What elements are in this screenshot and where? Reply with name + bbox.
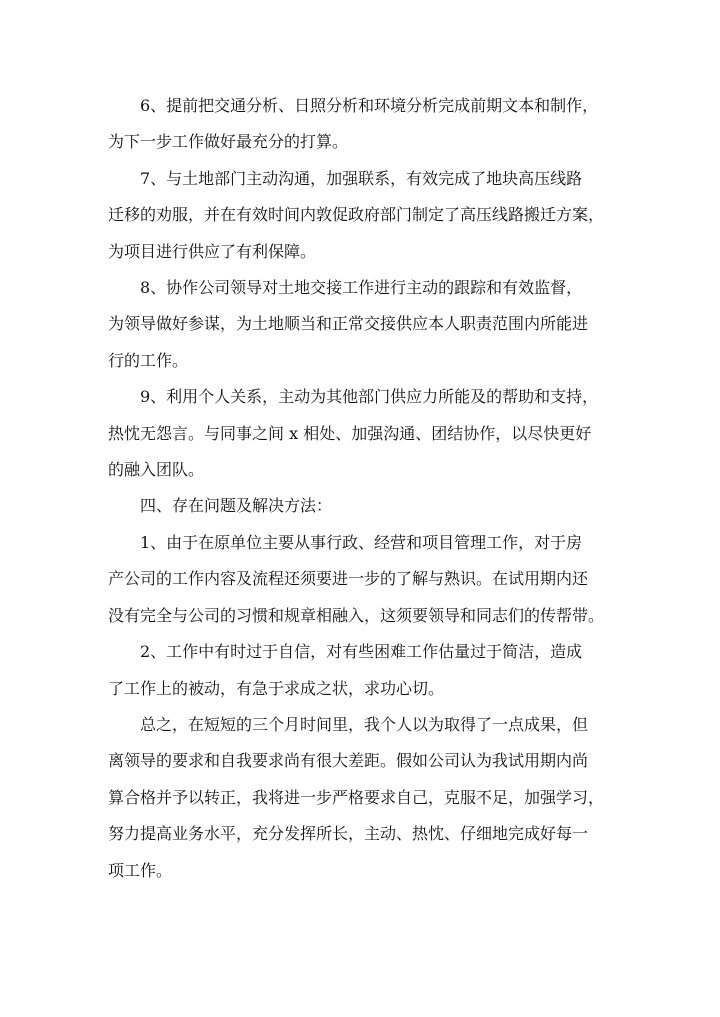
- text-line: 2、工作中有时过于自信，对有些困难工作估量过于简洁，造成: [140, 642, 583, 662]
- text-line: 6、提前把交通分析、日照分析和环境分析完成前期文本和制作，: [140, 96, 599, 115]
- text-line: 热忱无怨言。与同事之间 x 相处、加强沟通、团结协作，以尽快更好: [108, 423, 592, 443]
- paragraph-summary: [108, 707, 616, 889]
- text-line: 为领导做好参谋，为土地顺当和正常交接供应本人职责范围内所能进: [108, 314, 589, 334]
- text-line: 9、利用个人关系，主动为其他部门供应力所能及的帮助和支持，: [140, 387, 599, 407]
- text-line: 为项目进行供应了有利保障。: [108, 241, 317, 261]
- text-line: 的融入团队。: [108, 460, 205, 480]
- text-line: 努力提高业务水平，充分发挥所长，主动、热忱、仔细地完成好每一: [108, 824, 589, 844]
- paragraph-q2: [108, 634, 616, 707]
- paragraph-p7: [108, 161, 616, 270]
- text-line: 了工作上的被动，有急于求成之状，求功心切。: [108, 678, 445, 698]
- text-line: 离领导的要求和自我要求尚有很大差距。假如公司认为我试用期内尚: [108, 751, 589, 771]
- paragraph-p6: [108, 88, 616, 161]
- text-line: 1、由于在原单位主要从事行政、经营和项目管理工作，对于房: [140, 532, 583, 552]
- text-line: 总之，在短短的三个月时间里，我个人以为取得了一点成果，但: [140, 714, 589, 734]
- text-line: 行的工作。: [108, 350, 189, 370]
- paragraph-p8: [108, 270, 616, 379]
- paragraph-p9: [108, 379, 616, 488]
- text-line: 产公司的工作内容及流程还须要进一步的了解与熟识。在试用期内还: [108, 569, 589, 589]
- text-line: 迁移的劝服，并在有效时间内敦促政府部门制定了高压线路搬迁方案，: [108, 205, 605, 225]
- text-line: 为下一步工作做好最充分的打算。: [108, 132, 349, 152]
- paragraph-heading4: [108, 488, 616, 524]
- text-line: 7、与土地部门主动沟通，加强联系，有效完成了地块高压线路: [140, 168, 583, 188]
- paragraph-q1: [108, 525, 616, 634]
- text-line: 算合格并予以转正，我将进一步严格要求自己，克服不足，加强学习，: [108, 787, 605, 807]
- text-line: 8、协作公司领导对土地交接工作进行主动的跟踪和有效监督，: [140, 278, 583, 298]
- text-line: 项工作。: [108, 860, 173, 880]
- text-line: 没有完全与公司的习惯和规章相融入，这须要领导和同志们的传帮带。: [108, 605, 605, 625]
- document-body: [108, 88, 616, 889]
- text-line: 四、存在问题及解决方法：: [140, 496, 333, 516]
